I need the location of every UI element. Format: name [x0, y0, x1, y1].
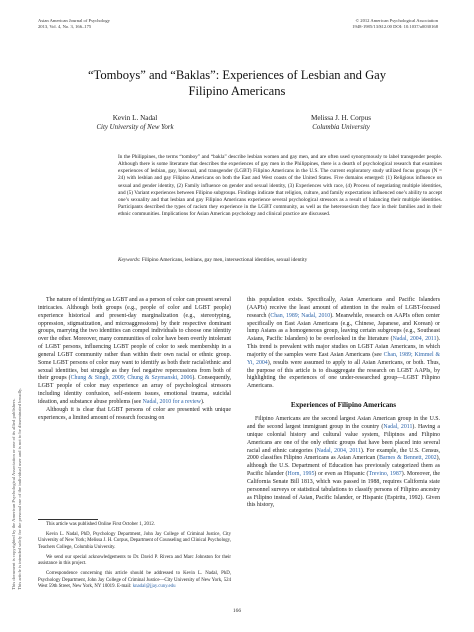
author-name: Melissa J. H. Corpus	[310, 114, 372, 122]
title-line-1: “Tomboys” and “Baklas”: Experiences of Lesbian and Gay	[87, 68, 387, 82]
author-affiliation: Columbia University	[312, 124, 370, 131]
citation-link[interactable]: Trevino, 1987	[368, 471, 402, 478]
citation-link[interactable]: Barnes & Bennett, 2002	[379, 455, 437, 462]
citation-link[interactable]: Nadal, 2011	[383, 423, 413, 430]
sidebar-line-1: This document is copyrighted by the American Psychological Association or one of its allied publishers.	[11, 398, 16, 590]
author-affiliation: City University of New York	[96, 124, 174, 131]
citation-link[interactable]: Horn, 1995	[287, 471, 315, 478]
body-paragraph: Although it is clear that LGBT persons of color are presented with unique experiences, a limited amount of research focusing on	[38, 406, 231, 421]
body-column-right	[247, 297, 440, 510]
body-column-left	[38, 297, 231, 423]
page-number: 166	[232, 608, 242, 614]
citation-link[interactable]: Nadal, 2004, 2011	[316, 447, 361, 454]
copyright-notice: © 2012 American Psychological Association	[355, 18, 438, 23]
sidebar-line-2: This article is intended solely for the personal use of the individual user and is not to be disseminated broadly.	[17, 387, 22, 590]
citation-link[interactable]: Chan, 1989; Nadal, 2010	[270, 312, 331, 319]
citation-link[interactable]: Nadal, 2010 for a review	[142, 398, 201, 405]
author-block-2	[256, 114, 426, 132]
citation-link[interactable]: Chan, 1989; Kimmel & Yi, 2004	[247, 351, 441, 366]
body-paragraph: this population exists. Specifically, Asian Americans and Pacific Islanders (AAPIs) receive the least amount of attention in the realm of LGBT-focused research (Chan, 1989; Nadal, 2010). Meanwhile, research on AAPIs often center specifically on East Asian Americans (e.g., Chinese, Japanese, and Korean) or lump Asians as a homogeneous group, leaving certain subgroups (e.g., Southeast Asians, Pacific Islanders) to be overlooked in the literature (Nadal, 2004, 2011). This trend is prevalent with major studies on LGBT Asian Americans, in which majority of the samples were East Asian Americans (see Chan, 1989; Kimmel & Yi, 2004), results were assumed to apply to all Asian Americans, or both. Thus, the purpose of this article is to disaggregate the research on LGBT AAPIs, by highlighting the experiences of one under-researched group—LGBT Filipino Americans.	[247, 297, 441, 390]
journal-name: Asian American Journal of Psychology	[38, 18, 110, 23]
footnote: Correspondence concerning this article should be addressed to Kevin L. Nadal, PhD, Psychology Department, John Jay College of Criminal Justice—City University of New York, 524 West 59th Street, New York, NY 10019. E-mail: knadal@jjay.cuny.edu	[38, 571, 231, 590]
keywords	[118, 257, 442, 264]
citation-link[interactable]: Nadal, 2004, 2011	[392, 336, 437, 343]
keywords-label: Keywords:	[118, 257, 141, 263]
body-paragraph: The nature of identifying as LGBT and as a person of color can present several intricacies. Although both groups (e.g., people of color and LGBT people) experience historical and present-day marginalization (e.g., stereotyping, oppression, stigmatization, and microaggressions) by their respective dominant groups, marrying the two identities can compel individuals to choose one identity over the other. Moreover, many communities of color have been overtly intolerant of LGBT persons, influencing LGBT people of color to seek membership in a general LGBT community rather than within their own racial or ethnic group. Some LGBT persons of color may want to identify as both their racial/ethnic and sexual identities, but struggle as they feel negative repercussions from both of their groups (Chung & Singh, 2009; Chung & Szymanski, 2006). Consequently, LGBT people of color may experience an array of psychological stressors including identity confusion, self-esteem issues, emotional trauma, suicidal ideation, and substance abuse problems (see Nadal, 2010 for a review).	[38, 297, 232, 405]
footnote: We send our special acknowledgements to Dr. David P. Rivera and Marc Johnston for their assistance in this project.	[38, 554, 231, 567]
journal-header	[38, 18, 238, 29]
section-heading: Experiences of Filipino Americans	[290, 401, 397, 410]
footnote-rule	[38, 519, 98, 520]
footnote: This article was published Online First October 1, 2012.	[46, 522, 155, 527]
footnotes	[38, 522, 231, 594]
email-link[interactable]: knadal@jjay.cuny.edu	[132, 584, 176, 590]
body-paragraph: Filipino Americans are the second largest Asian American group in the U.S. and the second largest immigrant group in the country (Nadal, 2011). Having a unique colonial history and cultural value system, Filipinos and Filipino Americans are one of the only ethnic groups that have been placed into several racial and ethnic categories (Nadal, 2004, 2011). For example, the U.S. Census, 2000 classifies Filipino Americans as Asian American (Barnes & Bennett, 2002), although the U.S. Department of Education has previously categorized them as Pacific Islander (Horn, 1995) or even as Hispanic (Trevino, 1987). Moreover, the California Senate Bill 1813, which was passed in 1988, requires California state personnel surveys or statistical tabulations to classify persons of Filipino ancestry as Filipino instead of Asian, Pacific Islander, or Hispanic (Espiritu, 1992). Given this history,	[247, 416, 440, 509]
author-name: Kevin L. Nadal	[112, 114, 158, 122]
footnote: Kevin L. Nadal, PhD, Psychology Department, John Jay College of Criminal Justice, City University of New York; Melissa J. H. Corpus, Department of Counseling and Clinical Psychology, Teachers College, Columbia University.	[38, 531, 231, 550]
copyright-header	[238, 18, 438, 29]
copyright-sidebar	[4, 120, 22, 590]
journal-volume: 2013, Vol. 4, No. 3, 166–175	[38, 23, 92, 29]
abstract: In the Philippines, the terms “tomboy” and “bakla” describe lesbian women and gay men, and are often used synonymously to label transgender people. Although there is some literature that describes the experiences of gay men in the Philippines, there is a dearth of psychological research that examines experiences of lesbian, gay, bisexual, and transgender (LGBT) Filipino Americans in the U.S. The current exploratory study utilized focus groups (N = 24) with lesbian and gay Filipino Americans on both the East and West coasts of the United States. Five domains emerged: (1) Religious influence on sexual and gender identity, (2) Family influence on gender and sexual identity, (3) Experiences with race, (4) Process of negotiating multiple identities, and (5) Variant experiences between Filipino subgroups. Findings indicate that religion, culture, and family expectations influenced one’s ability to accept one’s sexuality and that lesbian and gay Filipino Americans experience several psychological stressors as a result of balancing their multiple identities. Participants described the types of racism they experience in the LGBT community, as well as the heterosexism they face in their families and in their ethnic communities. Implications for Asian American psychology and clinical practice are discussed.	[118, 154, 442, 218]
author-block-1	[50, 114, 220, 132]
keywords-list: Filipino Americans, lesbians, gay men, intersectional identities, sexual identity	[141, 257, 308, 263]
doi-line: 1948-1985/13/$12.00 DOI: 10.1037/a0030168	[352, 23, 438, 29]
citation-link[interactable]: Chung & Singh, 2009; Chung & Szymanski, 2006	[70, 375, 193, 382]
article-title	[60, 67, 414, 99]
title-line-2: Filipino Americans	[188, 84, 286, 98]
